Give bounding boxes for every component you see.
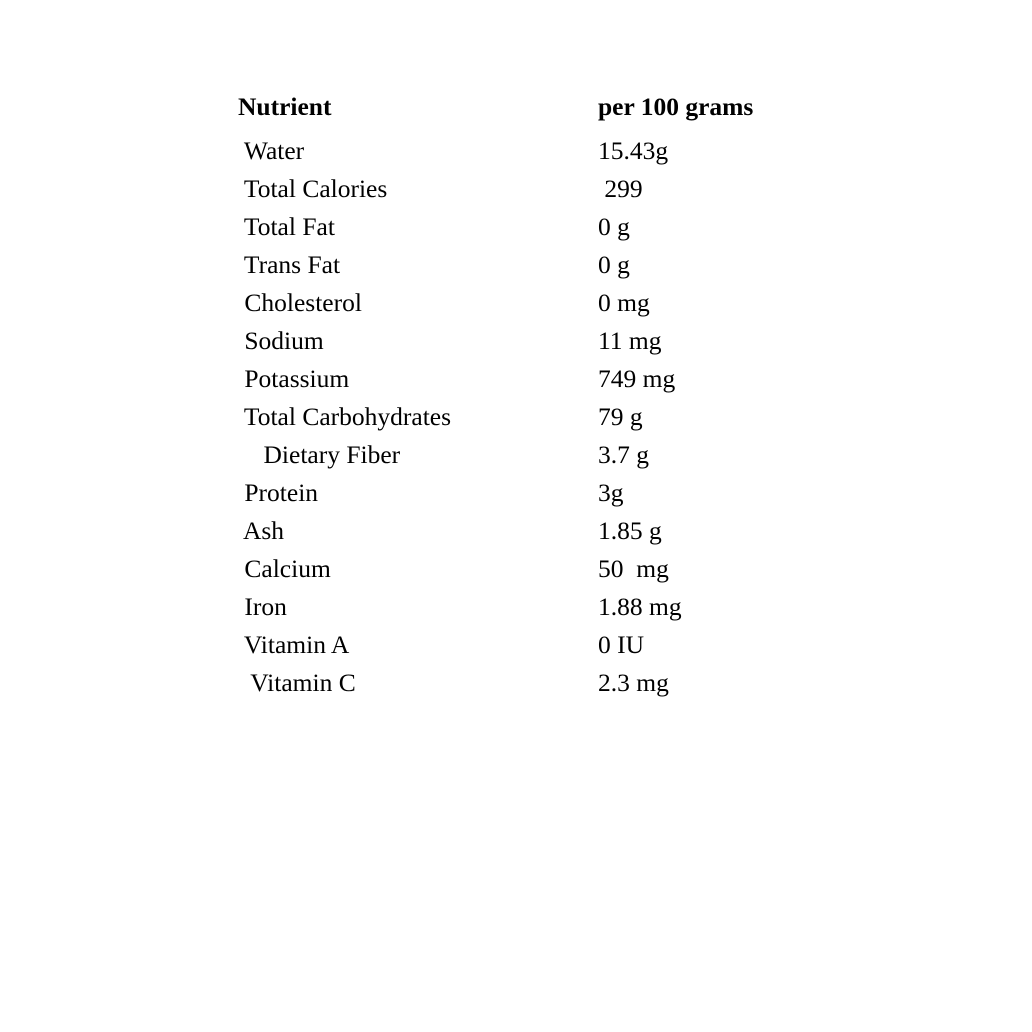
nutrient-label: Calcium	[238, 554, 331, 583]
table-row	[238, 398, 838, 436]
nutrient-value: 79 g	[598, 402, 643, 431]
nutrient-label: Ash	[238, 516, 285, 545]
nutrient-label: Protein	[238, 478, 319, 507]
table-row	[238, 664, 838, 702]
column-header-nutrient: Nutrient	[238, 92, 332, 121]
nutrient-label: Vitamin C	[238, 668, 356, 697]
nutrient-value: 749 mg	[598, 364, 676, 393]
nutrient-value: 1.88 mg	[598, 592, 682, 621]
nutrient-label: Iron	[238, 592, 287, 621]
nutrient-label: Total Calories	[238, 174, 388, 203]
table-row	[238, 246, 838, 284]
table-row	[238, 550, 838, 588]
nutrient-value: 0 IU	[598, 630, 645, 659]
nutrient-label: Potassium	[238, 364, 350, 393]
nutrient-label: Total Carbohydrates	[238, 402, 452, 431]
nutrient-label: Dietary Fiber	[238, 440, 401, 469]
table-row	[238, 208, 838, 246]
nutrient-value: 3g	[598, 478, 624, 507]
nutrient-value: 3.7 g	[598, 440, 649, 469]
nutrient-value: 0 g	[598, 250, 630, 279]
nutrient-label: Sodium	[238, 326, 324, 355]
nutrition-facts-table	[238, 88, 838, 702]
table-row	[238, 436, 838, 474]
nutrient-label: Water	[238, 136, 305, 165]
table-row	[238, 626, 838, 664]
nutrient-value: 2.3 mg	[598, 668, 669, 697]
table-row	[238, 132, 838, 170]
table-row	[238, 512, 838, 550]
nutrient-value: 0 g	[598, 212, 630, 241]
column-header-per-100-grams: per 100 grams	[598, 92, 754, 121]
table-row	[238, 284, 838, 322]
table-row	[238, 588, 838, 626]
nutrient-label: Vitamin A	[238, 630, 350, 659]
nutrient-value: 299	[598, 174, 643, 203]
table-row	[238, 360, 838, 398]
nutrient-value: 0 mg	[598, 288, 650, 317]
nutrient-value: 1.85 g	[598, 516, 662, 545]
table-header-row	[238, 88, 838, 132]
nutrient-label: Total Fat	[238, 212, 335, 241]
table-row	[238, 474, 838, 512]
nutrient-label: Trans Fat	[238, 250, 341, 279]
nutrient-value: 15.43g	[598, 136, 669, 165]
table-row	[238, 170, 838, 208]
nutrient-value: 50 mg	[598, 554, 669, 583]
nutrient-label: Cholesterol	[238, 288, 362, 317]
nutrient-value: 11 mg	[598, 326, 662, 355]
table-row	[238, 322, 838, 360]
nutrition-table-body	[238, 88, 838, 702]
